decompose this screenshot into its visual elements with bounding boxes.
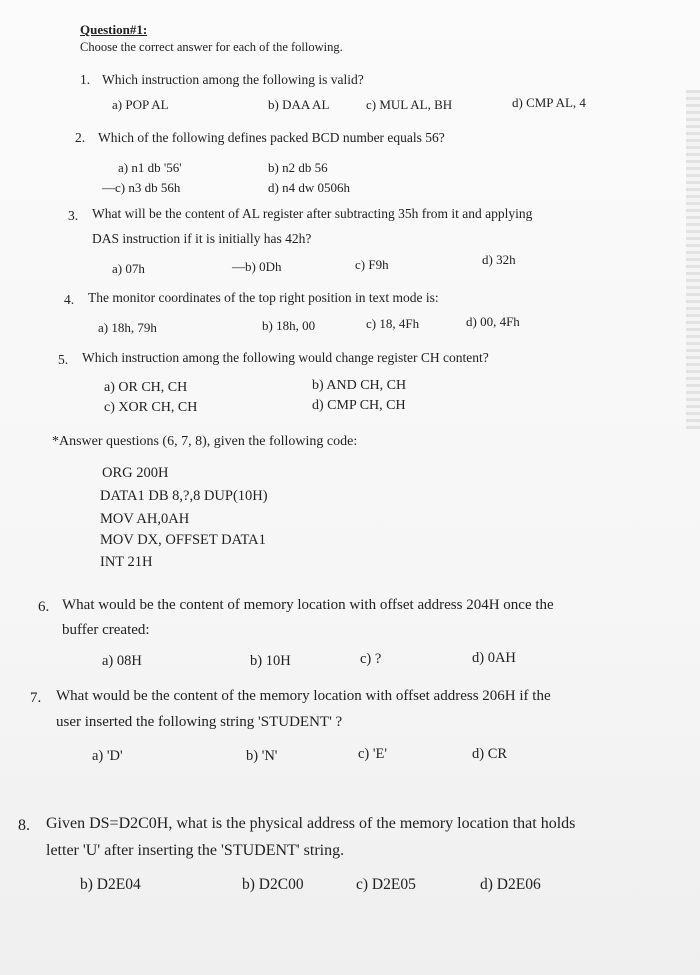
option-c: c) 18, 4Fh: [366, 316, 420, 331]
option-d: d) n4 dw 0506h: [268, 180, 350, 195]
question-text-line-1: What would be the content of memory location with offset address 204H once the: [62, 597, 554, 613]
code-line: DATA1 DB 8,?,8 DUP(10H): [100, 488, 268, 504]
code-line: MOV AH,0AH: [100, 511, 190, 527]
section-instruction: Choose the correct answer for each of the following.: [80, 40, 343, 54]
question-text: Which instruction among the following would change register CH content?: [82, 350, 489, 365]
option-a: a) 18h, 79h: [98, 320, 157, 335]
option-c: c) ?: [360, 651, 382, 667]
question-number: 2.: [75, 130, 86, 145]
option-a: a) 07h: [112, 261, 145, 276]
question-text-line-2: user inserted the following string 'STUDENT' ?: [56, 714, 343, 730]
code-line: MOV DX, OFFSET DATA1: [100, 532, 266, 548]
option-b: b) 'N': [246, 748, 278, 764]
question-text: Which instruction among the following is valid?: [102, 72, 364, 87]
option-d: d) 32h: [482, 252, 516, 267]
question-text-line-2: letter 'U' after inserting the 'STUDENT' string.: [46, 842, 345, 859]
question-number: 8.: [18, 817, 30, 834]
option-c: —c) n3 db 56h: [102, 180, 181, 195]
option-c: c) 'E': [358, 746, 387, 762]
question-text-line-1: What will be the content of AL register after subtracting 35h from it and applying: [92, 206, 533, 221]
option-c: c) F9h: [355, 257, 389, 272]
option-a: a) n1 db '56': [118, 160, 182, 175]
option-d: d) CR: [472, 746, 508, 762]
option-b: b) n2 db 56: [268, 160, 328, 175]
option-b: b) 10H: [250, 653, 291, 669]
option-d: d) 0AH: [472, 650, 516, 666]
question-text-line-2: DAS instruction if it is initially has 42h?: [92, 231, 312, 246]
option-a: b) D2E04: [80, 876, 141, 893]
section-title: Question#1:: [80, 22, 148, 37]
option-d: d) 00, 4Fh: [466, 314, 520, 329]
question-number: 4.: [64, 292, 75, 307]
option-a: a) OR CH, CH: [104, 380, 188, 395]
question-text-line-1: What would be the content of the memory location with offset address 206H if the: [56, 688, 551, 704]
option-d: d) D2E06: [480, 876, 541, 893]
question-text-line-2: buffer created:: [62, 622, 150, 638]
option-c: c) XOR CH, CH: [104, 400, 198, 415]
question-number: 7.: [30, 690, 42, 706]
code-line: ORG 200H: [102, 465, 169, 481]
question-text-line-1: Given DS=D2C0H, what is the physical address of the memory location that holds: [46, 815, 576, 832]
option-b: b) DAA AL: [268, 97, 330, 112]
option-d: d) CMP AL, 4: [512, 95, 586, 110]
option-b: —b) 0Dh: [232, 259, 282, 274]
option-a: a) 08H: [102, 653, 142, 669]
option-b: b) AND CH, CH: [312, 378, 407, 393]
question-number: 6.: [38, 599, 50, 615]
code-line: INT 21H: [100, 554, 153, 570]
question-number: 1.: [80, 72, 91, 87]
option-d: d) CMP CH, CH: [312, 398, 406, 413]
option-a: a) 'D': [92, 748, 123, 764]
option-b: b) 18h, 00: [262, 318, 316, 333]
option-b: b) D2C00: [242, 876, 304, 893]
code-intro: *Answer questions (6, 7, 8), given the following code:: [52, 434, 358, 449]
option-a: a) POP AL: [112, 97, 169, 112]
question-number: 3.: [68, 208, 79, 223]
question-number: 5.: [58, 352, 69, 367]
option-c: c) D2E05: [356, 876, 416, 893]
question-text: Which of the following defines packed BCD number equals 56?: [98, 130, 445, 145]
page-edge: [686, 90, 700, 430]
question-text: The monitor coordinates of the top right position in text mode is:: [88, 290, 439, 305]
option-c: c) MUL AL, BH: [366, 97, 453, 112]
